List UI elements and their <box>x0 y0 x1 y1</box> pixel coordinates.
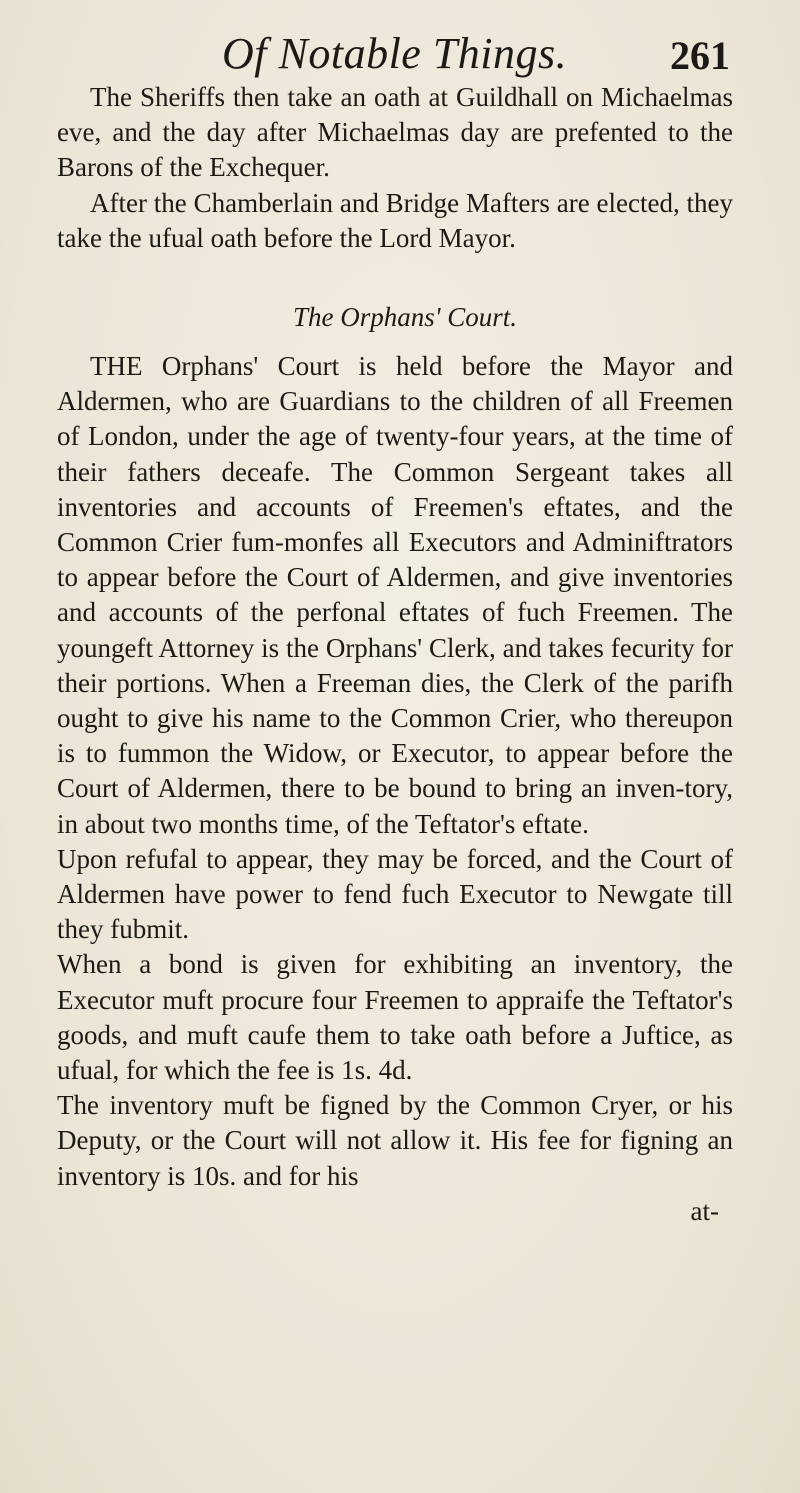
paragraph-chamberlain: After the Chamberlain and Bridge Mafters are elected, they take the ufual oath before the Lord Mayor. <box>57 187 733 253</box>
body-text <box>57 80 733 1229</box>
catchword: at- <box>690 1195 719 1226</box>
catchword-row <box>57 1194 733 1229</box>
section-heading: The Orphans' Court. <box>292 302 518 333</box>
paragraph-bond: When a bond is given for exhibiting an inventory, the Executor muft procure four Freemen to appraife the Teftator's goods, and muft caufe them to take oath before a Juftice, as ufual, for which the fee is 1s. 4d. <box>57 949 733 1086</box>
paragraph-orphans-court: THE Orphans' Court is held before the Mayor and Aldermen, who are Guardians to the children of all Freemen of London, under the age of twenty-four years, at the time of their fathers deceafe. The Common Sergeant takes all inventories and accounts of Freemen's eftates, and the Common Crier fum-monfes all Executors and Adminiftrators to appear before the Court of Aldermen, and give inventories and accounts of the perfonal eftates of fuch Freemen. The youngeft Attorney is the Orphans' Clerk, and takes fecurity for their portions. When a Freeman dies, the Clerk of the parifh ought to give his name to the Common Crier, who thereupon is to fummon the Widow, or Executor, to appear before the Court of Aldermen, there to be bound to bring an inven-tory, in about two months time, of the Teftator's eftate. <box>57 351 733 839</box>
page-number: 261 <box>670 33 730 78</box>
running-head: Of Notable Things. <box>222 29 568 78</box>
paragraph-inventory: The inventory muft be figned by the Common Cryer, or his Deputy, or the Court will not allow it. His fee for figning an inventory is 10s. and for his <box>57 1090 733 1191</box>
paragraph-refusal: Upon refufal to appear, they may be forced, and the Court of Aldermen have power to fend fuch Executor to Newgate till they fubmit. <box>57 843 733 945</box>
page-header <box>0 28 800 78</box>
paragraph-sheriffs: The Sheriffs then take an oath at Guildhall on Michaelmas eve, and the day after Michaelmas day are prefented to the Barons of the Exchequer. <box>57 82 733 183</box>
